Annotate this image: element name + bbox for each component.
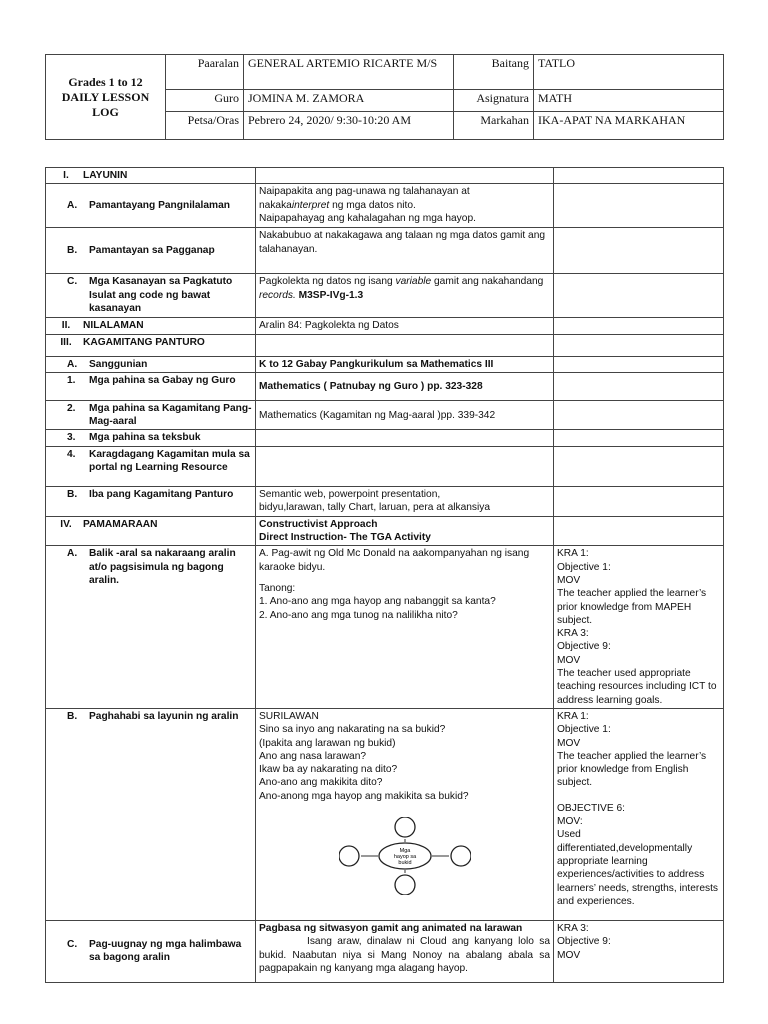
web-node-top: [395, 817, 415, 837]
table-row: [46, 318, 724, 334]
dll-title: Grades 1 to 12 DAILY LESSON LOG: [46, 55, 166, 140]
table-row: [46, 546, 724, 709]
section-kagamitan: III. KAGAMITANG PANTURO: [46, 334, 256, 356]
web-center-label-1: Mga: [399, 848, 411, 855]
teacher-label: Guro: [166, 90, 244, 112]
web-center-label-3: bukid: [398, 860, 412, 867]
table-row: [46, 430, 724, 446]
table-row: [46, 274, 724, 318]
date-value: Pebrero 24, 2020/ 9:30-10:20 AM: [244, 112, 454, 140]
row-content-kagamitan-mag-aaral: Mathematics (Kagamitan ng Mag-aaral )pp. 339-342: [256, 400, 554, 430]
row-label-sanggunian: A. Sanggunian: [46, 356, 256, 372]
row-label-portal: 4. Karagdagang Kagamitan mula sa portal ng Learning Resource: [46, 446, 256, 486]
school-label: Paaralan: [166, 55, 244, 90]
table-row: [46, 168, 724, 184]
table-row: [46, 356, 724, 372]
row-content-c: Pagkolekta ng datos ng isang variable gamit ang nakahandang records. M3SP-IVg-1.3: [256, 274, 554, 318]
date-label: Petsa/Oras: [166, 112, 244, 140]
teacher-value: JOMINA M. ZAMORA: [244, 90, 454, 112]
row-content-a: Naipapakita ang pag-unawa ng talahanayan at nakakainterpret ng mga datos nito. Naipapahayag ang kahalagahan ng mga hayop.: [256, 184, 554, 228]
grade-value: TATLO: [534, 55, 724, 90]
web-node-bottom: [395, 875, 415, 895]
row-label-paghahabi: B. Paghahabi sa layunin ng aralin: [46, 708, 256, 920]
row-content-iba-pang: Semantic web, powerpoint presentation, bidyu,larawan, tally Chart, laruan, pera at alkansiya: [256, 486, 554, 516]
row-content-gabay: Mathematics ( Patnubay ng Guro ) pp. 323-328: [256, 372, 554, 400]
row-content-sanggunian: K to 12 Gabay Pangkurikulum sa Mathematics III: [256, 356, 554, 372]
row-content-pag-uugnay: Pagbasa ng sitwasyon gamit ang animated na larawan Isang araw, dinalaw ni Cloud ang kanyang lolo sa bukid. Naabutan niya si Mang Nonoy na abalang abala sa pagpapakain ng kanyang mga alagang hayop.: [256, 920, 554, 982]
row-label-gabay: 1. Mga pahina sa Gabay ng Guro: [46, 372, 256, 400]
section-layunin: I. LAYUNIN: [46, 168, 256, 184]
table-row: [46, 486, 724, 516]
section-pamamaraan: IV. PAMAMARAAN: [46, 516, 256, 546]
row-label-c: C. Mga Kasanayan sa Pagkatuto Isulat ang code ng bawat kasanayan: [46, 274, 256, 318]
table-row: [46, 400, 724, 430]
row-label-iba-pang: B. Iba pang Kagamitang Panturo: [46, 486, 256, 516]
table-row: [46, 708, 724, 920]
nilalaman-text: Aralin 84: Pagkolekta ng Datos: [256, 318, 554, 334]
subject-value: MATH: [534, 90, 724, 112]
web-center-label-2: hayop sa: [393, 854, 417, 861]
subject-label: Asignatura: [454, 90, 534, 112]
table-row: [46, 184, 724, 228]
row-label-balik-aral: A. Balik -aral sa nakaraang aralin at/o pagsisimula ng bagong aralin.: [46, 546, 256, 709]
quarter-label: Markahan: [454, 112, 534, 140]
table-row: [46, 446, 724, 486]
semantic-web-diagram: [339, 817, 471, 895]
row-label-kagamitan-mag-aaral: 2. Mga pahina sa Kagamitang Pang-Mag-aaral: [46, 400, 256, 430]
lesson-table: [45, 167, 724, 983]
kra-paghahabi: KRA 1: Objective 1: MOV The teacher applied the learner’s prior knowledge from English subject. OBJECTIVE 6: MOV: Used differentiated,developmentally appropriate learning experiences/activities to address learners’ needs, strengths, interests and experiences.: [554, 708, 724, 920]
kra-balik-aral: KRA 1: Objective 1: MOV The teacher applied the learner’s prior knowledge from MAPEH subject. KRA 3: Objective 9: MOV The teacher used appropriate teaching resources including ICT to address learning goals.: [554, 546, 724, 709]
quarter-value: IKA-APAT NA MARKAHAN: [534, 112, 724, 140]
row-label-teksbuk: 3. Mga pahina sa teksbuk: [46, 430, 256, 446]
grade-label: Baitang: [454, 55, 534, 90]
table-row: [46, 372, 724, 400]
row-content-balik-aral: A. Pag-awit ng Old Mc Donald na aakompanyahan ng isang karaoke bidyu. Tanong: 1. Ano-ano ang mga hayop ang nabanggit sa kanta? 2. Ano-ano ang mga tunog na nalilikha nito?: [256, 546, 554, 709]
school-value: GENERAL ARTEMIO RICARTE M/S: [244, 55, 454, 90]
pamamaraan-approach: Constructivist Approach Direct Instruction- The TGA Activity: [256, 516, 554, 546]
kra-pag-uugnay: KRA 3: Objective 9: MOV: [554, 920, 724, 982]
table-row: [46, 516, 724, 546]
row-label-b: B. Pamantayan sa Pagganap: [46, 228, 256, 274]
web-node-right: [451, 846, 471, 866]
header-table: [45, 54, 724, 140]
table-row: [46, 228, 724, 274]
row-label-a: A. Pamantayang Pangnilalaman: [46, 184, 256, 228]
web-node-left: [339, 846, 359, 866]
row-content-b: Nakabubuo at nakakagawa ang talaan ng mga datos gamit ang talahanayan.: [256, 228, 554, 274]
section-nilalaman: II. NILALAMAN: [46, 318, 256, 334]
table-row: [46, 334, 724, 356]
table-row: [46, 920, 724, 982]
row-content-paghahabi: SURILAWAN Sino sa inyo ang nakarating na sa bukid? (Ipakita ang larawan ng bukid) Ano ang nasa larawan? Ikaw ba ay nakarating na dito? Ano-ano ang makikita dito? Ano-anong mga hayop ang makikita sa bukid? Mga hayop sa bukid: [256, 708, 554, 920]
row-label-pag-uugnay: C. Pag-uugnay ng mga halimbawa sa bagong aralin: [46, 920, 256, 982]
